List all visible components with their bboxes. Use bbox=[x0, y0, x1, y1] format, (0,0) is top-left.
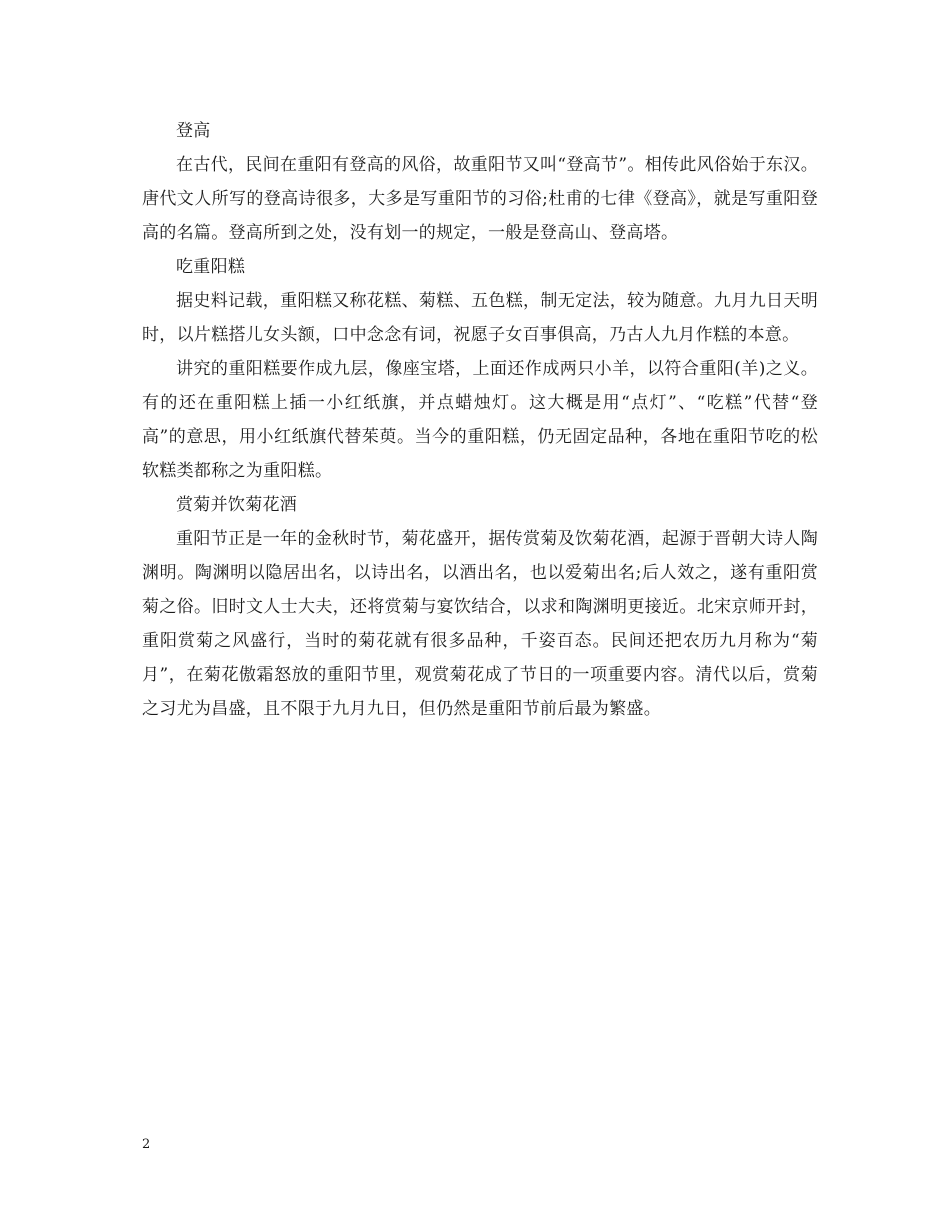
section-heading-deng-gao: 登高 bbox=[176, 121, 211, 141]
paragraph-chrysanthemum: 重阳节正是一年的金秋时节，菊花盛开，据传赏菊及饮菊花酒，起源于晋朝大诗人陶渊明。陶渊明以隐居出名，以诗出名，以酒出名，也以爱菊出名;后人效之，遂有重阳赏菊之俗。旧时文人士大夫，还将赏菊与宴饮结合，以求和陶渊明更接近。北宋京师开封，重阳赏菊之风盛行，当时的菊花就有很多品种，千姿百态。民间还把农历九月称为“菊月”，在菊花傲霜怒放的重阳节里，观赏菊花成了节日的一项重要内容。清代以后，赏菊之习尤为昌盛，且不限于九月九日，但仍然是重阳节前后最为繁盛。 bbox=[142, 529, 818, 719]
document-body bbox=[142, 114, 818, 726]
section-heading-chongyang-cake: 吃重阳糕 bbox=[176, 257, 246, 277]
page-number: 2 bbox=[142, 1137, 151, 1152]
paragraph-chongyang-cake-origin: 据史料记载，重阳糕又称花糕、菊糕、五色糕，制无定法，较为随意。九月九日天明时，以片糕搭儿女头额，口中念念有词，祝愿子女百事俱高，乃古人九月作糕的本意。 bbox=[142, 291, 818, 345]
section-heading-chrysanthemum: 赏菊并饮菊花酒 bbox=[176, 495, 298, 515]
paragraph-deng-gao: 在古代，民间在重阳有登高的风俗，故重阳节又叫“登高节”。相传此风俗始于东汉。唐代文人所写的登高诗很多，大多是写重阳节的习俗;杜甫的七律《登高》，就是写重阳登高的名篇。登高所到之处，没有划一的规定，一般是登高山、登高塔。 bbox=[142, 155, 818, 243]
paragraph-chongyang-cake-custom: 讲究的重阳糕要作成九层，像座宝塔，上面还作成两只小羊，以符合重阳(羊)之义。有的还在重阳糕上插一小红纸旗，并点蜡烛灯。这大概是用“点灯”、“吃糕”代替“登高”的意思，用小红纸旗代替茱萸。当今的重阳糕，仍无固定品种，各地在重阳节吃的松软糕类都称之为重阳糕。 bbox=[142, 359, 818, 481]
